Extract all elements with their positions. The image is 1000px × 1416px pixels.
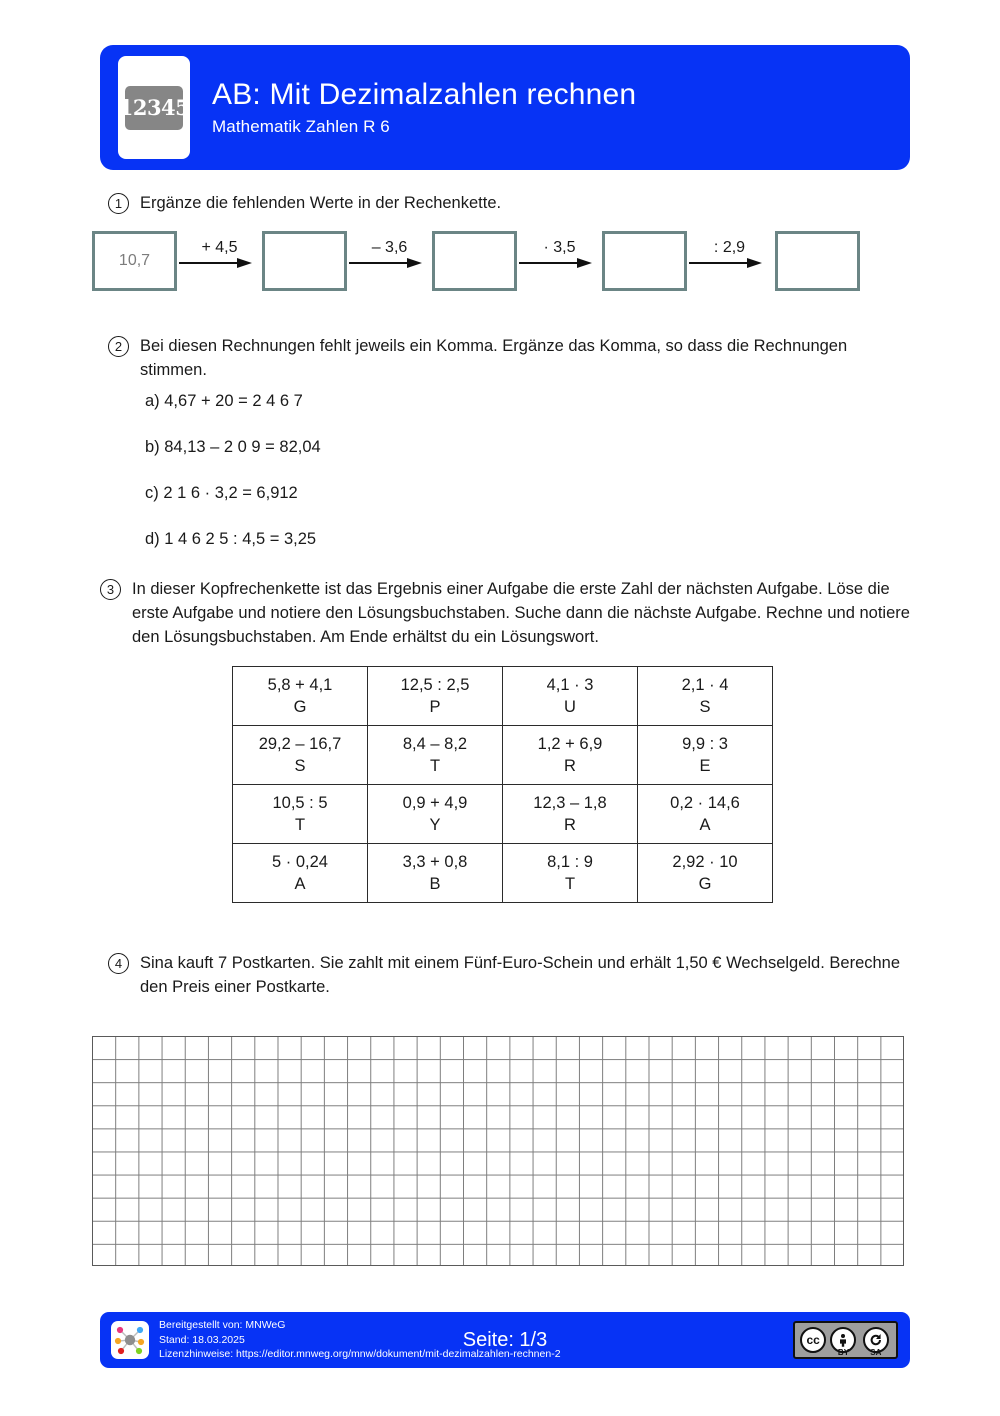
arrow-right-icon bbox=[517, 258, 602, 268]
cell-letter: P bbox=[429, 698, 441, 716]
cell-letter: E bbox=[699, 757, 711, 775]
table-row bbox=[233, 667, 773, 726]
chain-box-answer-1[interactable] bbox=[262, 231, 347, 291]
cell-letter: T bbox=[564, 875, 576, 893]
exercise-3-instruction: In dieser Kopfrechenkette ist das Ergebnis einer Aufgabe die erste Zahl der nächsten Aufgabe. Löse die erste Aufgabe und notiere den Lösungsbuchstaben. Suche dann die nächste Aufgabe. Rechne und notiere den Lösungsbuchstaben. Am Ende erhältst du ein Lösungswort. bbox=[132, 580, 910, 646]
cell-letter: T bbox=[429, 757, 441, 775]
cc-by-label: BY bbox=[837, 1348, 850, 1357]
badge-digits: 12345 bbox=[118, 95, 190, 120]
table-cell[interactable] bbox=[638, 667, 773, 726]
cell-letter: G bbox=[293, 698, 307, 716]
cc-sa-group bbox=[861, 1322, 891, 1358]
table-cell[interactable] bbox=[638, 844, 773, 903]
document-footer bbox=[100, 1312, 910, 1368]
cc-by-group bbox=[828, 1322, 858, 1358]
exercise-2-item-list bbox=[145, 392, 321, 576]
answer-grid-paper[interactable] bbox=[92, 1036, 904, 1266]
table-cell[interactable] bbox=[368, 785, 503, 844]
cell-term: 8,1 : 9 bbox=[547, 852, 593, 871]
cc-icon: cc bbox=[800, 1327, 826, 1353]
header-badge-tile bbox=[118, 56, 190, 159]
table-row bbox=[233, 726, 773, 785]
table-cell[interactable] bbox=[233, 844, 368, 903]
cell-letter: A bbox=[699, 816, 711, 834]
kopfrechenkette-table bbox=[232, 666, 773, 903]
cell-term: 0,9 + 4,9 bbox=[402, 793, 468, 812]
exercise-2-item-c[interactable]: c) 2 1 6 · 3,2 = 6,912 bbox=[145, 484, 298, 502]
cell-letter: B bbox=[429, 875, 441, 893]
table-cell[interactable] bbox=[503, 785, 638, 844]
header-text-block bbox=[212, 78, 636, 138]
cc-sa-label: SA bbox=[870, 1348, 882, 1357]
table-cell[interactable] bbox=[233, 726, 368, 785]
exercise-1-instruction: Ergänze die fehlenden Werte in der Rechenkette. bbox=[140, 194, 502, 212]
footer-meta-block bbox=[159, 1318, 561, 1363]
mnweg-logo-icon bbox=[111, 1321, 149, 1359]
page-indicator: Seite: 1/3 bbox=[462, 1328, 548, 1351]
page-title: AB: Mit Dezimalzahlen rechnen bbox=[212, 77, 637, 111]
exercise-2-item-a[interactable]: a) 4,67 + 20 = 2 4 6 7 bbox=[145, 392, 303, 410]
table-cell[interactable] bbox=[503, 844, 638, 903]
chain-operation-4 bbox=[687, 239, 772, 268]
table-cell[interactable] bbox=[233, 785, 368, 844]
mnweg-logo-svg bbox=[111, 1321, 149, 1359]
page-subtitle: Mathematik Zahlen R 6 bbox=[212, 117, 390, 137]
cell-term: 9,9 : 3 bbox=[682, 734, 728, 753]
number-plate-icon bbox=[118, 86, 190, 130]
exercise-number-3: 3 bbox=[100, 579, 121, 600]
table-cell[interactable] bbox=[638, 785, 773, 844]
footer-license-note[interactable]: Lizenzhinweise: https://editor.mnweg.org/mnw/dokument/mit-dezimalzahlen-rechnen-2 bbox=[159, 1348, 561, 1361]
chain-box-answer-2[interactable] bbox=[432, 231, 517, 291]
chain-box-answer-3[interactable] bbox=[602, 231, 687, 291]
table-cell[interactable] bbox=[368, 844, 503, 903]
document-header bbox=[100, 45, 910, 170]
exercise-1 bbox=[108, 192, 908, 216]
table-cell[interactable] bbox=[368, 667, 503, 726]
arrow-right-icon bbox=[687, 258, 772, 268]
calculation-chain bbox=[92, 231, 882, 295]
chain-operation-3-label: · 3,5 bbox=[543, 239, 576, 256]
exercise-2 bbox=[108, 335, 918, 383]
exercise-4-instruction: Sina kauft 7 Postkarten. Sie zahlt mit einem Fünf-Euro-Schein und erhält 1,50 € Wechselgeld. Berechne den Preis einer Postkarte. bbox=[140, 954, 901, 996]
cell-term: 29,2 – 16,7 bbox=[258, 734, 342, 753]
arrow-right-icon bbox=[177, 258, 262, 268]
creative-commons-badge bbox=[793, 1321, 898, 1359]
table-cell[interactable] bbox=[503, 726, 638, 785]
chain-operation-1-label: + 4,5 bbox=[201, 239, 238, 256]
exercise-3 bbox=[100, 578, 920, 650]
table-row bbox=[233, 785, 773, 844]
cell-term: 3,3 + 0,8 bbox=[402, 852, 468, 871]
footer-date: Stand: 18.03.2025 bbox=[159, 1333, 245, 1346]
chain-operation-2-label: – 3,6 bbox=[371, 239, 408, 256]
chain-operation-3 bbox=[517, 239, 602, 268]
arrow-right-icon bbox=[347, 258, 432, 268]
cell-term: 4,1 · 3 bbox=[546, 675, 594, 694]
exercise-2-instruction: Bei diesen Rechnungen fehlt jeweils ein Komma. Ergänze das Komma, so dass die Rechnungen stimmen. bbox=[140, 337, 848, 379]
cell-term: 8,4 – 8,2 bbox=[402, 734, 468, 753]
cell-letter: T bbox=[294, 816, 306, 834]
table-cell[interactable] bbox=[638, 726, 773, 785]
person-glyph bbox=[835, 1332, 851, 1348]
cell-term: 5,8 + 4,1 bbox=[267, 675, 333, 694]
cell-letter: A bbox=[294, 875, 306, 893]
cell-letter: S bbox=[699, 698, 711, 716]
cell-letter: S bbox=[294, 757, 306, 775]
share-alike-glyph bbox=[867, 1331, 885, 1349]
exercise-2-item-d[interactable]: d) 1 4 6 2 5 : 4,5 = 3,25 bbox=[145, 530, 317, 548]
chain-box-answer-4[interactable] bbox=[775, 231, 860, 291]
cell-term: 0,2 · 14,6 bbox=[670, 793, 740, 812]
cell-term: 2,92 · 10 bbox=[672, 852, 738, 871]
exercise-number-1: 1 bbox=[108, 193, 129, 214]
cell-term: 12,5 : 2,5 bbox=[400, 675, 470, 694]
exercise-number-2: 2 bbox=[108, 336, 129, 357]
cell-letter: U bbox=[564, 698, 576, 716]
table-row bbox=[233, 844, 773, 903]
exercise-4 bbox=[108, 952, 918, 1000]
chain-operation-1 bbox=[177, 239, 262, 268]
cell-letter: R bbox=[564, 816, 576, 834]
table-cell[interactable] bbox=[368, 726, 503, 785]
cell-term: 10,5 : 5 bbox=[272, 793, 328, 812]
cell-letter: Y bbox=[429, 816, 441, 834]
cell-letter: R bbox=[564, 757, 576, 775]
table-cell[interactable] bbox=[233, 667, 368, 726]
cell-term: 2,1 · 4 bbox=[681, 675, 729, 694]
chain-operation-4-label: : 2,9 bbox=[713, 239, 746, 256]
exercise-number-4: 4 bbox=[108, 953, 129, 974]
cell-term: 5 · 0,24 bbox=[272, 852, 328, 871]
cell-term: 1,2 + 6,9 bbox=[537, 734, 603, 753]
chain-box-start: 10,7 bbox=[92, 231, 177, 291]
cell-term: 12,3 – 1,8 bbox=[533, 793, 607, 812]
chain-operation-2 bbox=[347, 239, 432, 268]
table-cell[interactable] bbox=[503, 667, 638, 726]
cell-letter: G bbox=[698, 875, 712, 893]
exercise-2-item-b[interactable]: b) 84,13 – 2 0 9 = 82,04 bbox=[145, 438, 321, 456]
footer-provided-by: Bereitgestellt von: MNWeG bbox=[159, 1318, 286, 1331]
